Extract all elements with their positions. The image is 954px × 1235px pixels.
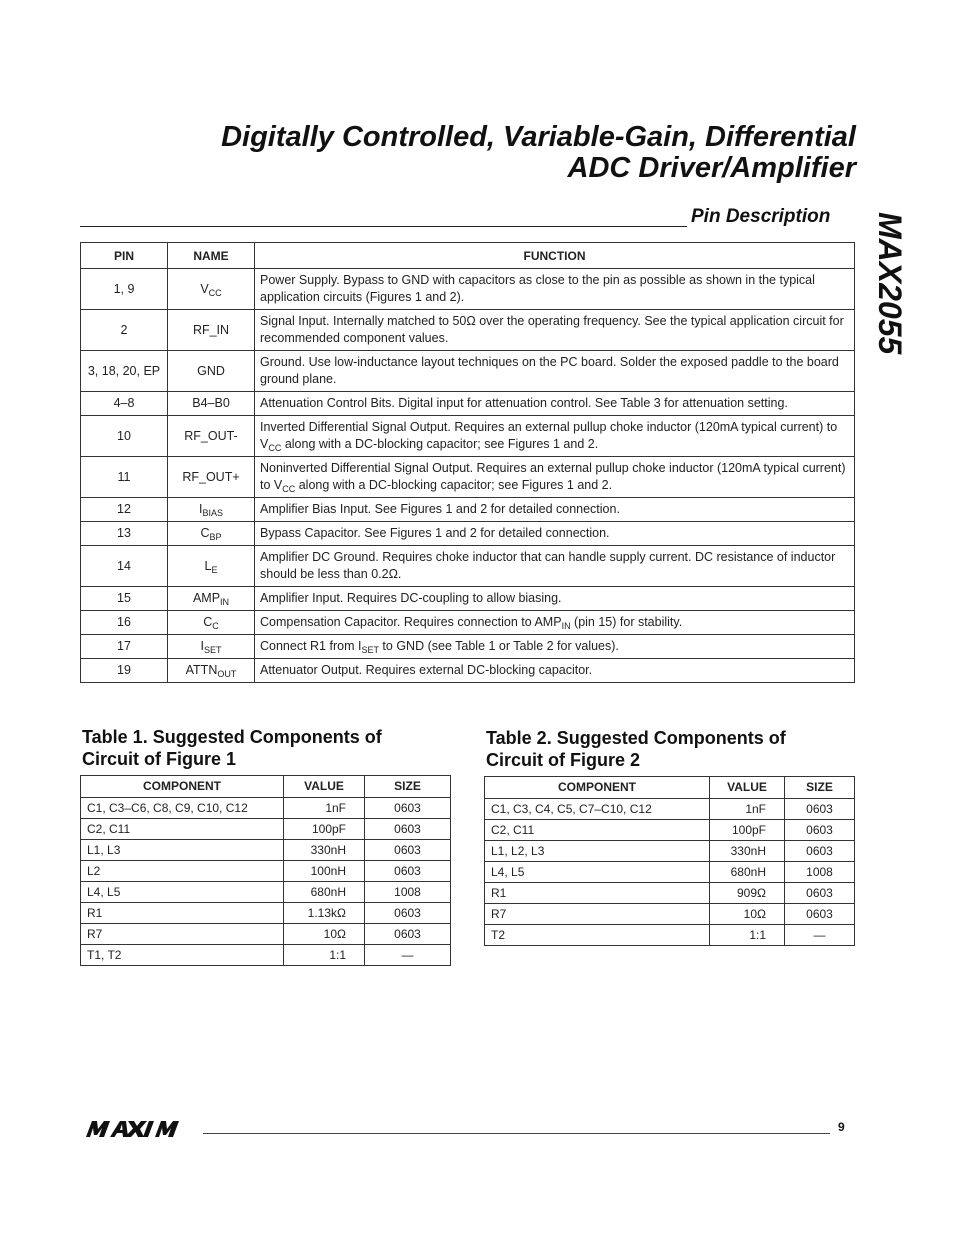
table1-cell-value: 680nH — [284, 882, 365, 903]
table2-row — [485, 904, 855, 925]
pin-number: 13 — [81, 522, 168, 546]
table2-row — [485, 841, 855, 862]
pin-name-text: I — [200, 639, 204, 653]
page-number: 9 — [838, 1120, 845, 1134]
pin-name — [168, 498, 255, 522]
pin-table-body — [81, 269, 855, 683]
section-title: Pin Description — [691, 206, 831, 227]
pin-number: 11 — [81, 457, 168, 498]
function-text: Connect R1 from I — [260, 639, 362, 653]
function-text: Attenuation Control Bits. Digital input for attenuation control. See Table 3 for attenuation setting. — [260, 396, 788, 410]
table1-row — [81, 840, 451, 861]
pin-row — [81, 457, 855, 498]
table1-row — [81, 798, 451, 819]
function-text: along with a DC-blocking capacitor; see Figures 1 and 2. — [281, 437, 599, 451]
table2-cell-value: 1:1 — [710, 925, 785, 946]
table2-header-component: COMPONENT — [485, 777, 710, 799]
table1-cell-value: 1:1 — [284, 945, 365, 966]
pin-number: 17 — [81, 635, 168, 659]
pin-number: 1, 9 — [81, 269, 168, 310]
table1-row — [81, 924, 451, 945]
table1-cell-value: 10Ω — [284, 924, 365, 945]
pin-name-text: RF_OUT+ — [182, 469, 240, 484]
table2-cell-size: — — [785, 925, 855, 946]
function-text: Signal Input. Internally matched to 50Ω over the operating frequency. See the typical application circuit for recommended component values. — [260, 314, 844, 345]
table1-row — [81, 882, 451, 903]
table1-cell-value: 330nH — [284, 840, 365, 861]
pin-function — [255, 416, 855, 457]
table1-cell-size: 0603 — [365, 840, 451, 861]
table1-components — [80, 775, 451, 966]
function-text: Bypass Capacitor. See Figures 1 and 2 for detailed connection. — [260, 526, 610, 540]
table1-header-component: COMPONENT — [81, 776, 284, 798]
table2-cell-component: C2, C11 — [485, 820, 710, 841]
pin-name-text: L — [204, 558, 212, 573]
table2-row — [485, 799, 855, 820]
pin-row — [81, 310, 855, 351]
header-pin: PIN — [81, 243, 168, 269]
pin-row — [81, 522, 855, 546]
function-text: Amplifier Bias Input. See Figures 1 and 2 for detailed connection. — [260, 502, 620, 516]
table1-cell-component: C2, C11 — [81, 819, 284, 840]
table1-cell-size: — — [365, 945, 451, 966]
title-line-1: Digitally Controlled, Variable-Gain, Differential — [221, 121, 856, 153]
pin-name-text: RF_IN — [192, 322, 230, 337]
table1-row — [81, 945, 451, 966]
function-text: (pin 15) for stability. — [570, 615, 683, 629]
pin-name-subscript: IN — [220, 597, 230, 607]
document-title — [56, 122, 856, 184]
table1-cell-size: 1008 — [365, 882, 451, 903]
function-subscript: CC — [282, 484, 296, 494]
pin-name-text: I — [199, 502, 203, 516]
pin-number: 2 — [81, 310, 168, 351]
pin-number: 15 — [81, 587, 168, 611]
pin-function — [255, 310, 855, 351]
logo-text: MAXIM — [82, 1119, 86, 1120]
pin-row — [81, 587, 855, 611]
pin-name-text: AMP — [192, 591, 221, 605]
pin-name — [168, 457, 255, 498]
function-text: Attenuator Output. Requires external DC-blocking capacitor. — [260, 663, 593, 677]
pin-row — [81, 269, 855, 310]
pin-function — [255, 269, 855, 310]
table1-cell-component: L1, L3 — [81, 840, 284, 861]
pin-name — [168, 392, 255, 416]
table1-header-size: SIZE — [365, 776, 451, 798]
part-number-side-label: MAX2055 — [872, 212, 908, 355]
table1-cell-size: 0603 — [365, 819, 451, 840]
function-text: Noninverted Differential Signal Output. Requires an external pullup choke inductor (120mA typical current) to V — [260, 461, 846, 492]
pin-function — [255, 546, 855, 587]
table1-cell-component: R7 — [81, 924, 284, 945]
table2-cell-size: 0603 — [785, 820, 855, 841]
pin-function — [255, 392, 855, 416]
title-line-2: ADC Driver/Amplifier — [567, 152, 856, 184]
pin-name-text: RF_OUT- — [184, 428, 238, 443]
pin-function — [255, 635, 855, 659]
pin-number: 3, 18, 20, EP — [81, 351, 168, 392]
pin-name — [168, 310, 255, 351]
pin-name-text: V — [200, 281, 209, 296]
pin-name — [168, 522, 255, 546]
pin-number: 4–8 — [81, 392, 168, 416]
pin-name-subscript: SET — [203, 645, 222, 655]
table2-cell-size: 1008 — [785, 862, 855, 883]
pin-name — [168, 635, 255, 659]
pin-name — [168, 611, 255, 635]
table2-row — [485, 925, 855, 946]
function-text: Amplifier DC Ground. Requires choke inductor that can handle supply current. DC resistance of inductor should be less than 0.2Ω. — [260, 550, 836, 581]
table2-title: Table 2. Suggested Components of Circuit of Figure 2 — [486, 728, 786, 770]
table2-cell-value: 680nH — [710, 862, 785, 883]
pin-name — [168, 416, 255, 457]
pin-number: 14 — [81, 546, 168, 587]
pin-name-text: B4–B0 — [192, 396, 230, 410]
table2-row — [485, 883, 855, 904]
table1-cell-component: L4, L5 — [81, 882, 284, 903]
pin-name-subscript: BP — [209, 532, 222, 542]
pin-number: 12 — [81, 498, 168, 522]
pin-name-text: C — [203, 615, 213, 629]
table1-cell-size: 0603 — [365, 798, 451, 819]
table1-title: Table 1. Suggested Components of Circuit of Figure 1 — [82, 727, 382, 769]
header-function: FUNCTION — [255, 243, 855, 269]
table2-body — [485, 799, 855, 946]
table2-cell-component: R7 — [485, 904, 710, 925]
function-text: Ground. Use low-inductance layout techniques on the PC board. Solder the exposed paddle to the board ground plane. — [260, 355, 839, 386]
pin-name — [168, 659, 255, 683]
table1-row — [81, 903, 451, 924]
table2-cell-value: 330nH — [710, 841, 785, 862]
function-text: Inverted Differential Signal Output. Requires an external pullup choke inductor (120mA typical current) to V — [260, 420, 838, 451]
pin-name-subscript: BIAS — [202, 508, 223, 518]
pin-function — [255, 522, 855, 546]
pin-name — [168, 269, 255, 310]
pin-name-subscript: OUT — [217, 669, 237, 679]
pin-name — [168, 351, 255, 392]
pin-name — [168, 587, 255, 611]
table1-cell-component: R1 — [81, 903, 284, 924]
pin-number: 16 — [81, 611, 168, 635]
table1-cell-size: 0603 — [365, 861, 451, 882]
pin-function — [255, 659, 855, 683]
table2-cell-value: 100pF — [710, 820, 785, 841]
function-text: along with a DC-blocking capacitor; see Figures 1 and 2. — [295, 478, 613, 492]
pin-number: 19 — [81, 659, 168, 683]
pin-function — [255, 457, 855, 498]
table2-cell-size: 0603 — [785, 904, 855, 925]
pin-row — [81, 351, 855, 392]
pin-name — [168, 546, 255, 587]
table2-row — [485, 820, 855, 841]
pin-row — [81, 635, 855, 659]
pin-row — [81, 498, 855, 522]
pin-row — [81, 416, 855, 457]
maxim-logo — [82, 1119, 194, 1139]
table2-row — [485, 862, 855, 883]
function-subscript: IN — [561, 621, 571, 631]
function-text: to GND (see Table 1 or Table 2 for values). — [378, 639, 619, 653]
table2-cell-value: 1nF — [710, 799, 785, 820]
table2-cell-component: T2 — [485, 925, 710, 946]
function-text: Amplifier Input. Requires DC-coupling to allow biasing. — [260, 591, 562, 605]
pin-table-header-row — [81, 243, 855, 269]
function-subscript: SET — [361, 645, 379, 655]
table2-cell-component: L4, L5 — [485, 862, 710, 883]
pin-name-subscript: C — [212, 621, 219, 631]
pin-function — [255, 611, 855, 635]
table2-components — [484, 776, 855, 946]
pin-row — [81, 392, 855, 416]
table2-cell-value: 10Ω — [710, 904, 785, 925]
table1-row — [81, 861, 451, 882]
table1-cell-component: T1, T2 — [81, 945, 284, 966]
table2-cell-size: 0603 — [785, 799, 855, 820]
pin-name-text: C — [200, 526, 210, 540]
table1-header-value: VALUE — [284, 776, 365, 798]
header-name: NAME — [168, 243, 255, 269]
function-subscript: CC — [268, 443, 282, 453]
table2-cell-component: C1, C3, C4, C5, C7–C10, C12 — [485, 799, 710, 820]
table1-cell-size: 0603 — [365, 903, 451, 924]
function-text: Power Supply. Bypass to GND with capacitors as close to the pin as possible as shown in the typical application circuits (Figures 1 and 2). — [260, 273, 815, 304]
pin-name-text: ATTN — [185, 663, 218, 677]
table1-cell-component: C1, C3–C6, C8, C9, C10, C12 — [81, 798, 284, 819]
pin-description-table — [80, 242, 855, 683]
table2-header-row — [485, 777, 855, 799]
table2-header-value: VALUE — [710, 777, 785, 799]
pin-function — [255, 351, 855, 392]
table1-cell-value: 1.13kΩ — [284, 903, 365, 924]
pin-row — [81, 659, 855, 683]
table1-cell-component: L2 — [81, 861, 284, 882]
section-divider — [80, 226, 687, 227]
pin-function — [255, 587, 855, 611]
table1-header-row — [81, 776, 451, 798]
table1-cell-value: 1nF — [284, 798, 365, 819]
pin-function — [255, 498, 855, 522]
table2-cell-value: 909Ω — [710, 883, 785, 904]
table2-cell-component: L1, L2, L3 — [485, 841, 710, 862]
table2-cell-size: 0603 — [785, 841, 855, 862]
footer-rule — [203, 1133, 830, 1134]
pin-row — [81, 611, 855, 635]
pin-row — [81, 546, 855, 587]
pin-name-subscript: E — [211, 564, 218, 575]
table1-cell-size: 0603 — [365, 924, 451, 945]
table1-cell-value: 100nH — [284, 861, 365, 882]
function-text: Compensation Capacitor. Requires connection to AMP — [260, 615, 562, 629]
pin-name-text: GND — [197, 363, 225, 378]
table1-cell-value: 100pF — [284, 819, 365, 840]
table2-cell-component: R1 — [485, 883, 710, 904]
pin-number: 10 — [81, 416, 168, 457]
table2-header-size: SIZE — [785, 777, 855, 799]
table1-row — [81, 819, 451, 840]
pin-name-subscript: CC — [208, 287, 222, 298]
table2-cell-size: 0603 — [785, 883, 855, 904]
table1-body — [81, 798, 451, 966]
